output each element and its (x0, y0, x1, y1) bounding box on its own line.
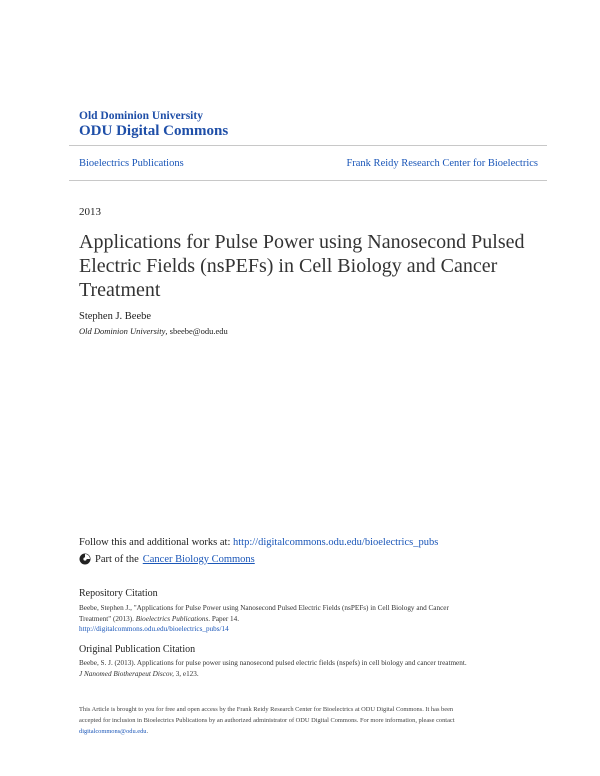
affiliation-name: Old Dominion University (79, 326, 166, 336)
original-citation-heading: Original Publication Citation (79, 644, 196, 655)
footer-line2: accepted for inclusion in Bioelectrics Publications by an authorized administrator of ODU Digital Commons. For more information, please contact (79, 717, 455, 724)
original-citation-body (79, 658, 549, 679)
article-title: Applications for Pulse Power using Nanosecond Pulsed Electric Fields (nsPEFs) in Cell Biology and Cancer Treatment (79, 231, 525, 301)
series-link-bioelectrics[interactable]: Bioelectrics Publications (79, 158, 184, 169)
original-citation-line1: Beebe, S. J. (2013). Applications for pulse power using nanosecond pulsed electric fields (nspefs) in cell biology and cancer treatment. (79, 659, 467, 667)
author-email: , sbeebe@odu.edu (165, 326, 228, 336)
divider-bottom (69, 180, 547, 181)
footer-period: . (146, 728, 149, 735)
follow-prefix: Follow this and additional works at: (79, 537, 233, 548)
publication-year: 2013 (79, 206, 101, 218)
contact-email-link[interactable]: digitalcommons@odu.edu (79, 728, 147, 735)
university-name[interactable]: Old Dominion University (79, 110, 203, 122)
repository-citation-url-link[interactable]: http://digitalcommons.odu.edu/bioelectrics_pubs/14 (79, 625, 229, 633)
citation-paper: . Paper 14. (208, 614, 239, 623)
author-affiliation (79, 326, 228, 336)
original-citation-volume: 3, e123. (173, 669, 199, 678)
follow-url-link[interactable]: http://digitalcommons.odu.edu/bioelectrics_pubs (233, 537, 439, 548)
repository-citation-line2 (79, 614, 549, 625)
cancer-biology-commons-link[interactable]: Cancer Biology Commons (142, 553, 255, 565)
citation-text: Treatment" (2013). (79, 614, 136, 623)
original-citation-line2 (79, 669, 549, 680)
footer-notice (79, 704, 529, 737)
citation-journal: Bioelectrics Publications (135, 614, 209, 623)
part-of-prefix: Part of the (95, 553, 139, 565)
repository-citation-line1: Beebe, Stephen J., "Applications for Pulse Power using Nanosecond Pulsed Electric Fields (nsPEFs) in Cell Biology and Cancer (79, 604, 449, 612)
original-citation-journal: J Nanomed Biotherapeut Discov, (79, 669, 174, 678)
footer-line1: This Article is brought to you for free and open access by the Frank Reidy Research Center for Bioelectrics at ODU Digital Commons. It has been (79, 706, 454, 713)
series-link-research-center[interactable]: Frank Reidy Research Center for Bioelectrics (346, 158, 538, 169)
repository-citation-heading: Repository Citation (79, 588, 158, 599)
footer-line3 (79, 726, 529, 737)
repository-name[interactable]: ODU Digital Commons (79, 123, 229, 139)
network-commons-icon (79, 553, 91, 565)
follow-line (79, 537, 438, 548)
author-name: Stephen J. Beebe (79, 311, 152, 322)
part-of-line (79, 553, 255, 565)
header (79, 110, 228, 140)
divider-top (69, 145, 547, 146)
repository-citation-body (79, 603, 549, 635)
